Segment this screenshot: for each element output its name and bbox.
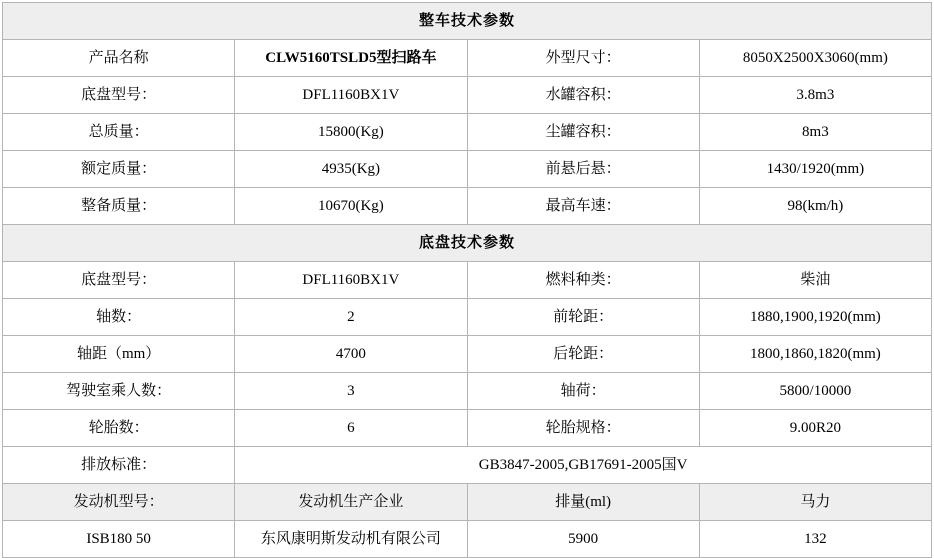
row-label-gross-mass: 总质量： (3, 114, 235, 151)
row-label-axle-count: 轴数： (3, 299, 235, 336)
row-value-chassis-model: DFL1160BX1V (235, 77, 467, 114)
engine-header-row (3, 484, 932, 521)
row-label-water-tank: 水罐容积： (467, 77, 699, 114)
row-value-wheelbase: 4700 (235, 336, 467, 373)
row-label-tire-count: 轮胎数： (3, 410, 235, 447)
engine-header-model: 发动机型号： (3, 484, 235, 521)
row-label-wheelbase: 轴距（mm） (3, 336, 235, 373)
row-value-cab-seats: 3 (235, 373, 467, 410)
table-row (3, 77, 932, 114)
engine-value-horsepower: 132 (699, 521, 931, 558)
engine-value-manufacturer: 东风康明斯发动机有限公司 (235, 521, 467, 558)
table-row (3, 299, 932, 336)
row-label-rear-track: 后轮距： (467, 336, 699, 373)
row-label-dust-tank: 尘罐容积： (467, 114, 699, 151)
row-label-max-speed: 最高车速： (467, 188, 699, 225)
row-label-cab-seats: 驾驶室乘人数： (3, 373, 235, 410)
table-row (3, 188, 932, 225)
row-value-front-track: 1880,1900,1920(mm) (699, 299, 931, 336)
engine-value-row (3, 521, 932, 558)
row-label-emission-standard: 排放标准： (3, 447, 235, 484)
row-label-rated-mass: 额定质量： (3, 151, 235, 188)
row-value-axle-count: 2 (235, 299, 467, 336)
engine-value-displacement: 5900 (467, 521, 699, 558)
row-value-gross-mass: 15800(Kg) (235, 114, 467, 151)
emission-row (3, 447, 932, 484)
row-label-product-name: 产品名称 (3, 40, 235, 77)
row-value-axle-load: 5800/10000 (699, 373, 931, 410)
engine-header-horsepower: 马力 (699, 484, 931, 521)
section-heading-row (3, 225, 932, 262)
table-row (3, 151, 932, 188)
row-label-chassis-model: 底盘型号： (3, 77, 235, 114)
row-label-overhang: 前悬后悬： (467, 151, 699, 188)
row-label-curb-mass: 整备质量： (3, 188, 235, 225)
row-value-product-name: CLW5160TSLD5型扫路车 (235, 40, 467, 77)
row-value-rear-track: 1800,1860,1820(mm) (699, 336, 931, 373)
row-label-dimensions: 外型尺寸： (467, 40, 699, 77)
row-label-fuel-type: 燃料种类： (467, 262, 699, 299)
row-label-tire-spec: 轮胎规格： (467, 410, 699, 447)
row-value-dimensions: 8050X2500X3060(mm) (699, 40, 931, 77)
table-row (3, 40, 932, 77)
row-value-overhang: 1430/1920(mm) (699, 151, 931, 188)
row-value-emission-standard: GB3847-2005,GB17691-2005国V (235, 447, 932, 484)
row-value-rated-mass: 4935(Kg) (235, 151, 467, 188)
row-value-fuel-type: 柴油 (699, 262, 931, 299)
table-row (3, 410, 932, 447)
row-value-tire-count: 6 (235, 410, 467, 447)
table-row (3, 373, 932, 410)
row-value-tire-spec: 9.00R20 (699, 410, 931, 447)
section-heading-vehicle: 整车技术参数 (3, 3, 932, 40)
row-label-axle-load: 轴荷： (467, 373, 699, 410)
engine-value-model: ISB180 50 (3, 521, 235, 558)
row-value-water-tank: 3.8m3 (699, 77, 931, 114)
section-heading-chassis: 底盘技术参数 (3, 225, 932, 262)
engine-header-manufacturer: 发动机生产企业 (235, 484, 467, 521)
table-row (3, 336, 932, 373)
row-value-max-speed: 98(km/h) (699, 188, 931, 225)
row-value-dust-tank: 8m3 (699, 114, 931, 151)
engine-header-displacement: 排量(ml) (467, 484, 699, 521)
vehicle-spec-table (2, 2, 932, 558)
row-label-front-track: 前轮距： (467, 299, 699, 336)
row-label-chassis-model-2: 底盘型号： (3, 262, 235, 299)
table-row (3, 114, 932, 151)
row-value-chassis-model-2: DFL1160BX1V (235, 262, 467, 299)
section-heading-row (3, 3, 932, 40)
table-row (3, 262, 932, 299)
row-value-curb-mass: 10670(Kg) (235, 188, 467, 225)
